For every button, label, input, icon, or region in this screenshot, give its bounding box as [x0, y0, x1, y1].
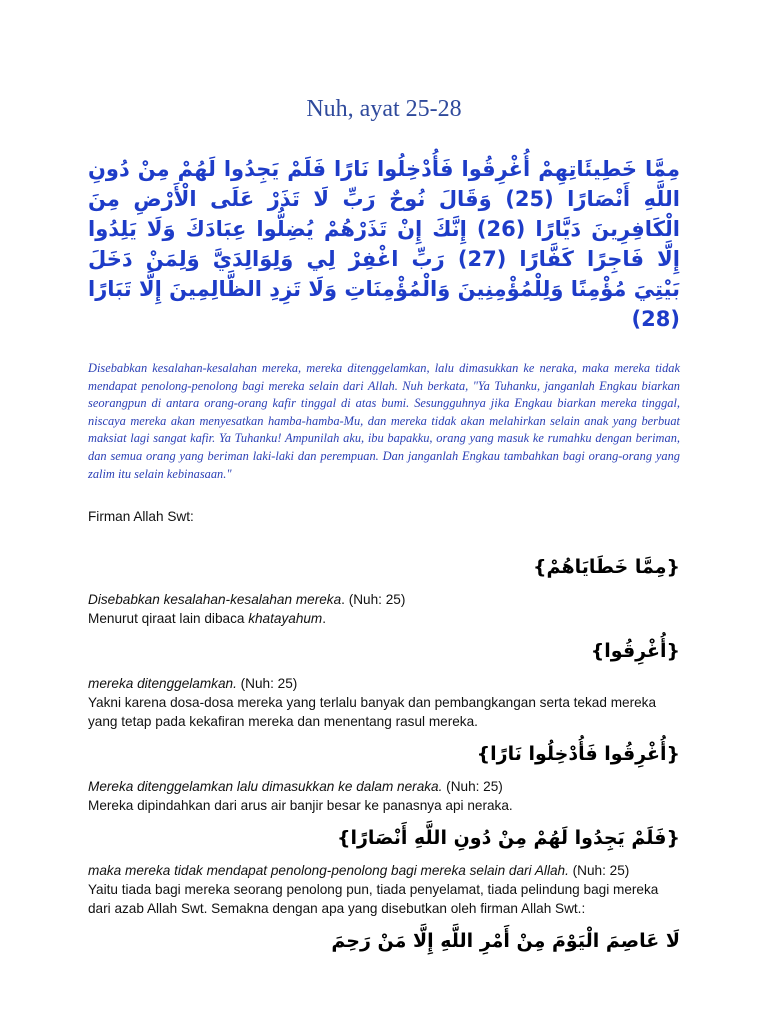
- reference-line-4: [88, 861, 680, 880]
- reference-line-2: [88, 674, 680, 693]
- explanation-suffix-1: .: [322, 611, 327, 627]
- explanation-text-4: Yaitu tiada bagi mereka seorang penolong pun, tiada penyelamat, tiada pelindung bagi mereka dari azab Allah Swt. Semakna dengan apa yang disebutkan oleh firman Allah Swt.:: [88, 882, 659, 917]
- explanation-italic-1: khatayahum: [248, 611, 323, 627]
- arabic-phrase-4: {فَلَمْ يَجِدُوا لَهُمْ مِنْ دُونِ اللَّهِ أَنْصَارًا}: [336, 827, 680, 850]
- reference-line-3: [88, 777, 680, 796]
- explanation-block-2: [88, 674, 680, 731]
- arabic-phrase-3: {أُغْرِقُوا فَأُدْخِلُوا نَارًا}: [476, 743, 680, 766]
- explanation-text-3: Mereka dipindahkan dari arus air banjir besar ke panasnya api neraka.: [88, 798, 513, 814]
- reference-citation-3: (Nuh: 25): [442, 779, 503, 795]
- reference-line-1: [88, 590, 680, 609]
- explanation-block-3: [88, 777, 680, 815]
- arabic-phrase-2: {أُغْرِقُوا}: [590, 640, 680, 663]
- arabic-phrase-1: {مِمَّا خَطَايَاهُمْ}: [533, 556, 680, 579]
- explanation-block-1: [88, 590, 680, 628]
- verse-translation: Disebabkan kesalahan-kesalahan mereka, mereka ditenggelamkan, lalu dimasukkan ke neraka, maka mereka tidak mendapat penolong-penolong bagi mereka selain dari Allah. Nuh berkata, "Ya Tuhanku, janganlah Engkau biarkan seorangpun di antara orang-orang kafir tinggal di atas bumi. Sesungguhnya jika Engkau biarkan mereka tinggal, niscaya mereka akan menyesatkan hamba-hamba-Mu, dan mereka tidak akan melahirkan selain anak yang berbuat maksiat lagi sangat kafir. Ya Tuhanku! Ampunilah aku, ibu bapakku, orang yang masuk ke rumahku dengan beriman, dan semua orang yang beriman laki-laki dan perempuan. Dan janganlah Engkau tambahkan bagi orang-orang yang zalim itu selain kebinasaan.": [88, 361, 680, 481]
- reference-italic-3: Mereka ditenggelamkan lalu dimasukkan ke dalam neraka.: [88, 779, 443, 795]
- explanation-prefix-1: Menurut qiraat lain dibaca: [88, 611, 249, 627]
- reference-citation-1: . (Nuh: 25): [341, 592, 406, 608]
- reference-italic-4: maka mereka tidak mendapat penolong-penolong bagi mereka selain dari Allah.: [88, 863, 569, 879]
- page-title: Nuh, ayat 25-28: [306, 96, 462, 122]
- closing-arabic-verse: لَا عَاصِمَ الْيَوْمَ مِنْ أَمْرِ اللَّهِ إِلَّا مَنْ رَحِمَ: [331, 930, 680, 953]
- arabic-verses: مِمَّا خَطِيئَاتِهِمْ أُغْرِقُوا فَأُدْخِلُوا نَارًا فَلَمْ يَجِدُوا لَهُمْ مِنْ دُونِ اللَّهِ أَنْصَارًا (25) وَقَالَ نُوحٌ رَبِّ لَا تَذَرْ عَلَى الْأَرْضِ مِنَ الْكَافِرِينَ دَيَّارًا (26) إِنَّكَ إِنْ تَذَرْهُمْ يُضِلُّوا عِبَادَكَ وَلَا يَلِدُوا إِلَّا فَاجِرًا كَفَّارًا (27) رَبِّ اغْفِرْ لِي وَلِوَالِدَيَّ وَلِمَنْ دَخَلَ بَيْتِيَ مُؤْمِنًا وَلِلْمُؤْمِنِينَ وَالْمُؤْمِنَاتِ وَلَا تَزِدِ الظَّالِمِينَ إِلَّا تَبَارًا (28): [88, 157, 681, 331]
- reference-citation-4: (Nuh: 25): [568, 863, 630, 879]
- reference-italic-2: mereka ditenggelamkan.: [88, 676, 237, 692]
- reference-citation-2: (Nuh: 25): [236, 676, 298, 692]
- explanation-block-4: [88, 861, 680, 918]
- firman-label: Firman Allah Swt:: [88, 509, 194, 525]
- reference-italic-1: Disebabkan kesalahan-kesalahan mereka: [88, 592, 342, 608]
- explanation-text-1: [88, 609, 680, 628]
- explanation-text-2: Yakni karena dosa-dosa mereka yang terlalu banyak dan pembangkangan serta tekad mereka yang tetap pada kekafiran mereka dan menentang rasul mereka.: [88, 695, 657, 730]
